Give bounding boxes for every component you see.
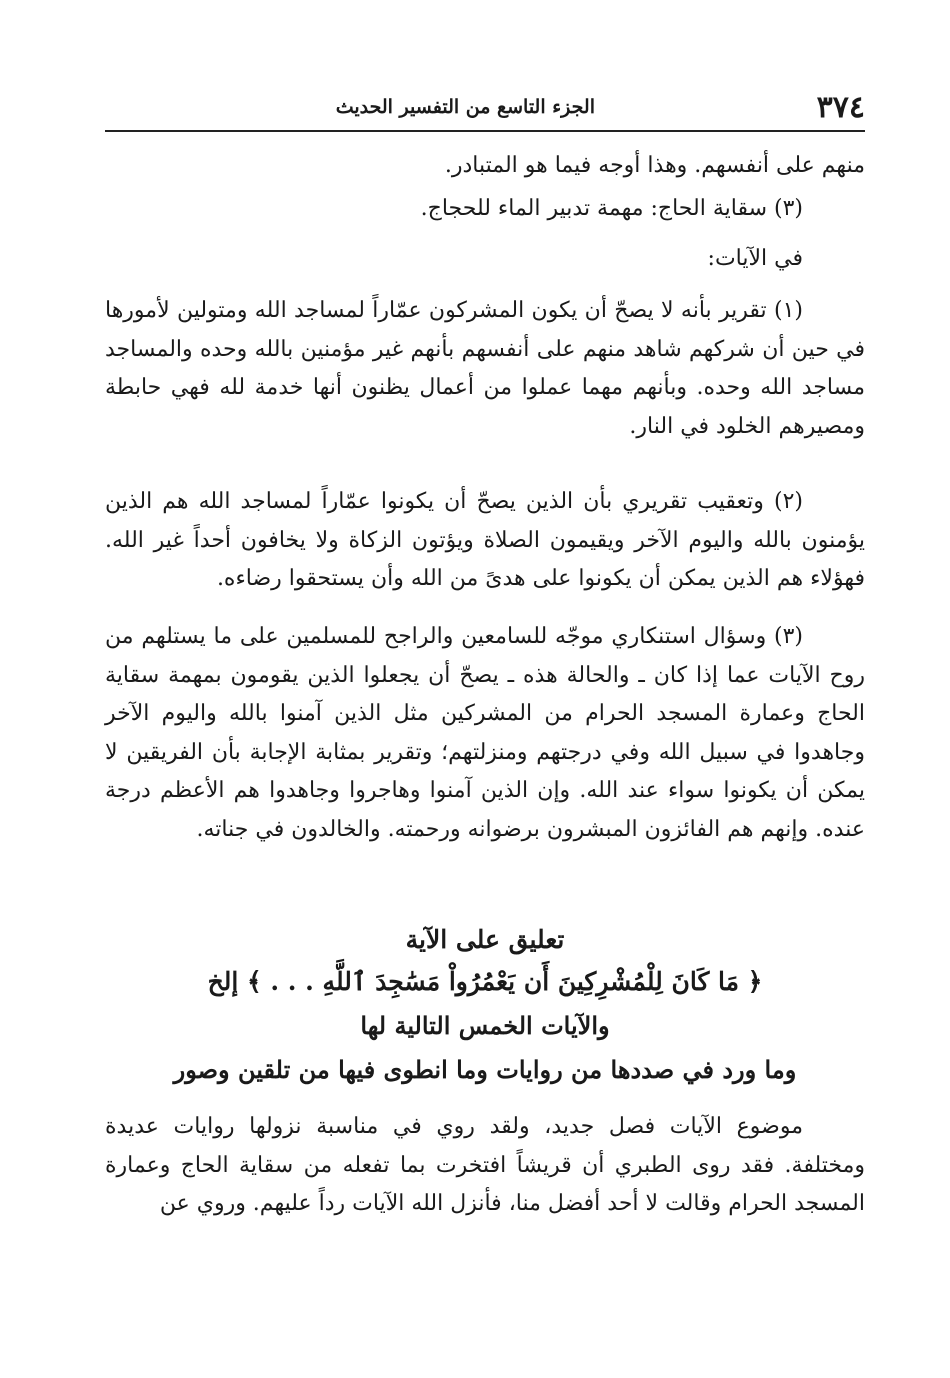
paragraph-4: موضوع الآيات فصل جديد، ولقد روي في مناسبة نزولها روايات عديدة ومختلفة. فقد روى الطبري أن قريشاً افتخرت بما تفعله من سقاية الحاج وعمارة المسجد الحرام وقالت لا أحد أفضل منا، فأنزل الله الآيات رداً عليهم. وروي عن (105, 1114, 865, 1216)
paragraph-3: (٣) وسؤال استنكاري موجّه للسامعين والراجح للمسلمين على ما يستلهم من روح الآيات عما إذا كان ـ والحالة هذه ـ يصحّ أن يجعلوا الذين يقومون بمهمة سقاية الحاج وعمارة المسجد الحرام من المشركين مثل الذين آمنوا بالله واليوم الآخر وجاهدوا في سبيل الله وفي درجتهم ومنزلتهم؛ وتقرير بمثابة الإجابة بأن الفريقين لا يمكن أن يكونوا سواء عند الله. وإن الذين آمنوا وهاجروا وجاهدوا هم الأعظم درجة عنده. وإنهم هم الفائزون المبشرون برضوانه ورحمته. والخالدون في جناته. (105, 624, 866, 842)
footnote-line: (٣) سقاية الحاج: مهمة تدبير الماء للحجاج. (420, 196, 803, 221)
section-subtitle-1: والآيات الخمس التالية لها (360, 1011, 610, 1040)
header-rule (105, 130, 865, 132)
paragraph-1: (١) تقرير بأنه لا يصحّ أن يكون المشركون عمّاراً لمساجد الله ومتولين لأمورها في حين أن شركهم شاهد منهم على أنفسهم بأنهم غير مؤمنين بالله وحده والمساجد مساجد الله وحده. وبأنهم مهما عملوا من أعمال يظنون أنها خدمة لله فهي حابطة ومصيرهم الخلود في النار. (105, 298, 865, 439)
continued-line: منهم على أنفسهم. وهذا أوجه فيما هو المتبادر. (444, 153, 865, 178)
section-intro: في الآيات: (707, 246, 803, 271)
verse-heading: ﴿ مَا كَانَ لِلْمُشْرِكِينَ أَن يَعْمُرُواْ مَسَٰجِدَ ٱللَّهِ . . . ﴾ إلخ (207, 967, 763, 996)
paragraph-2: (٢) وتعقيب تقريري بأن الذين يصحّ أن يكونوا عمّاراً لمساجد الله هم الذين يؤمنون بالله واليوم الآخر ويقيمون الصلاة ويؤتون الزكاة ولا يخافون أحداً غير الله. فهؤلاء هم الذين يمكن أن يكونوا على هدىً من الله وأن يستحقوا رضاءه. (105, 489, 865, 591)
section-subtitle-2: وما ورد في صددها من روايات وما انطوى فيها من تلقين وصور (173, 1055, 797, 1084)
running-header (105, 88, 865, 128)
section-title: تعليق على الآية (405, 925, 565, 954)
page-number: ٣٧٤ (816, 90, 865, 125)
running-title: الجزء التاسع من التفسير الحديث (335, 96, 595, 118)
